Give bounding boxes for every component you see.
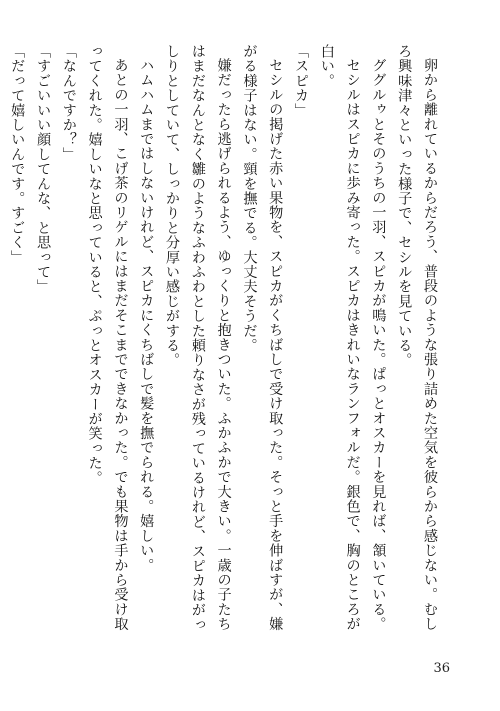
paragraph: 卵から離れているからだろう、普段のような張り詰めた空気を彼らから感じない。むしろ興味津々といった様子で、セシルを見ている。: [396, 44, 438, 632]
paragraph: 「スピカ」: [293, 44, 310, 118]
paragraph: セシルの掲げた赤い果物を、スピカがくちばしで受け取った。そっと手を伸ばすが、嫌がる様子はない。頸を撫でる。大丈夫そうだ。: [241, 44, 284, 632]
paragraph: ググルゥとそのうちの一羽、スピカが鳴いた。ぱっとオスカーを見れば、頷いている。: [370, 58, 387, 632]
paragraph: あとの一羽、こげ茶のリゲルにはまだそこまでできなかった。でも果物は手から受け取ってくれた。嬉しいなと思っていると、ぷっとオスカーが笑った。: [86, 44, 129, 632]
body-text: [9, 44, 442, 644]
paragraph: [0, 44, 3, 644]
paragraph: 「すごいいい顔してんな、と思って」: [35, 44, 52, 294]
paragraph: セシルはスピカに歩み寄った。スピカはきれいなランフォルだ。銀色で、胸のところが白い。: [318, 44, 361, 632]
paragraph: 嫌だったら逃げられるよう、ゆっくりと抱きついた。ふかふかで大きい。一歳の子たちはまだなんとなく雛のようなふわふわとした頼りなさが残っているけれど、スピカはがっしりとしていて、しっかりと分厚い感じがする。: [164, 44, 232, 632]
paragraph: ハムハムまではしないけれど、スピカにくちばしで髪を撫でられる。嬉しい。: [138, 58, 155, 573]
paragraph: 「だって嬉しいんです。すごく」: [9, 44, 26, 265]
page-number: 36: [433, 661, 450, 676]
paragraph: 「なんですか？」: [60, 44, 77, 162]
